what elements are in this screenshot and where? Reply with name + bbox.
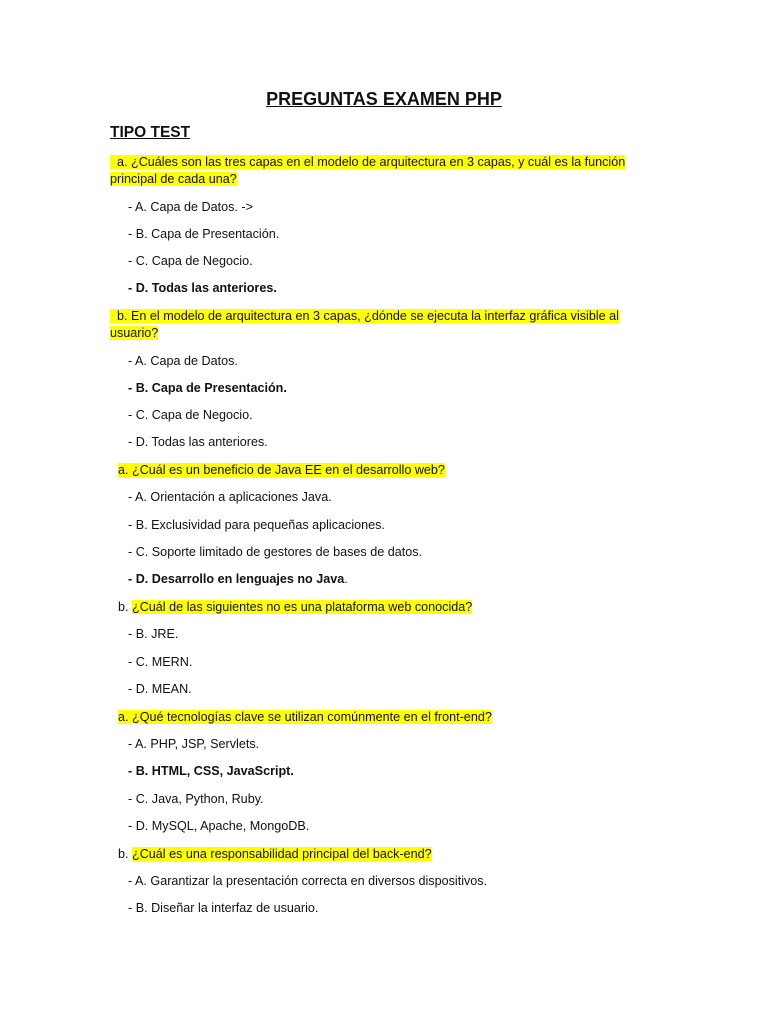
question-4 [118, 599, 472, 615]
question-5 [118, 709, 492, 725]
question-1-prefix: a. [110, 155, 131, 169]
q6-option-b: - B. Diseñar la interfaz de usuario. [128, 901, 319, 915]
question-2-text: En el modelo de arquitectura en 3 capas, ¿dónde se ejecuta la interfaz gráfica visible al [131, 309, 619, 323]
question-1-text-cont: principal de cada una? [110, 172, 237, 186]
q2-option-a: - A. Capa de Datos. [128, 354, 238, 368]
question-2-line1 [110, 308, 619, 324]
question-1-text: ¿Cuáles son las tres capas en el modelo de arquitectura en 3 capas, y cuál es la función [131, 155, 626, 169]
question-2-text-cont: usuario? [110, 326, 159, 340]
question-1-line2 [110, 171, 237, 187]
q1-option-c: - C. Capa de Negocio. [128, 254, 253, 268]
document-title: PREGUNTAS EXAMEN PHP [266, 89, 502, 109]
question-3 [118, 462, 445, 478]
question-4-prefix: b. [118, 600, 133, 614]
question-1-line1 [110, 154, 625, 170]
q2-option-d: - D. Todas las anteriores. [128, 435, 268, 449]
q1-option-a: - A. Capa de Datos. -> [128, 200, 253, 214]
q3-option-d [128, 571, 348, 587]
q3-option-a: - A. Orientación a aplicaciones Java. [128, 490, 332, 504]
q1-option-d-correct: - D. Todas las anteriores. [128, 281, 277, 295]
question-3-text: a. ¿Cuál es un beneficio de Java EE en el desarrollo web? [118, 463, 445, 477]
q3-option-d-correct: - D. Desarrollo en lenguajes no Java [128, 572, 345, 586]
question-2-prefix: b. [110, 309, 131, 323]
q2-option-c: - C. Capa de Negocio. [128, 408, 253, 422]
question-4-text: ¿Cuál de las siguientes no es una plataforma web conocida? [132, 600, 473, 614]
q4-option-c: - C. MERN. [128, 655, 193, 669]
q2-option-b-correct: - B. Capa de Presentación. [128, 381, 287, 395]
question-2-line2 [110, 325, 158, 341]
q1-option-b: - B. Capa de Presentación. [128, 227, 280, 241]
q3-option-c: - C. Soporte limitado de gestores de bases de datos. [128, 545, 423, 559]
q4-option-d: - D. MEAN. [128, 682, 192, 696]
q5-option-a: - A. PHP, JSP, Servlets. [128, 737, 260, 751]
q5-option-b-correct: - B. HTML, CSS, JavaScript. [128, 764, 294, 778]
q3-option-d-period: . [344, 572, 348, 586]
q5-option-d: - D. MySQL, Apache, MongoDB. [128, 819, 310, 833]
q3-option-b: - B. Exclusividad para pequeñas aplicaciones. [128, 518, 385, 532]
q4-option-b: - B. JRE. [128, 627, 179, 641]
q5-option-c: - C. Java, Python, Ruby. [128, 792, 264, 806]
q6-option-a: - A. Garantizar la presentación correcta en diversos dispositivos. [128, 874, 488, 888]
question-6-text: ¿Cuál es una responsabilidad principal del back-end? [132, 847, 432, 861]
question-6 [118, 846, 432, 862]
question-6-prefix: b. [118, 847, 133, 861]
section-heading: TIPO TEST [110, 124, 191, 141]
question-5-text: a. ¿Qué tecnologías clave se utilizan comúnmente en el front-end? [118, 710, 492, 724]
